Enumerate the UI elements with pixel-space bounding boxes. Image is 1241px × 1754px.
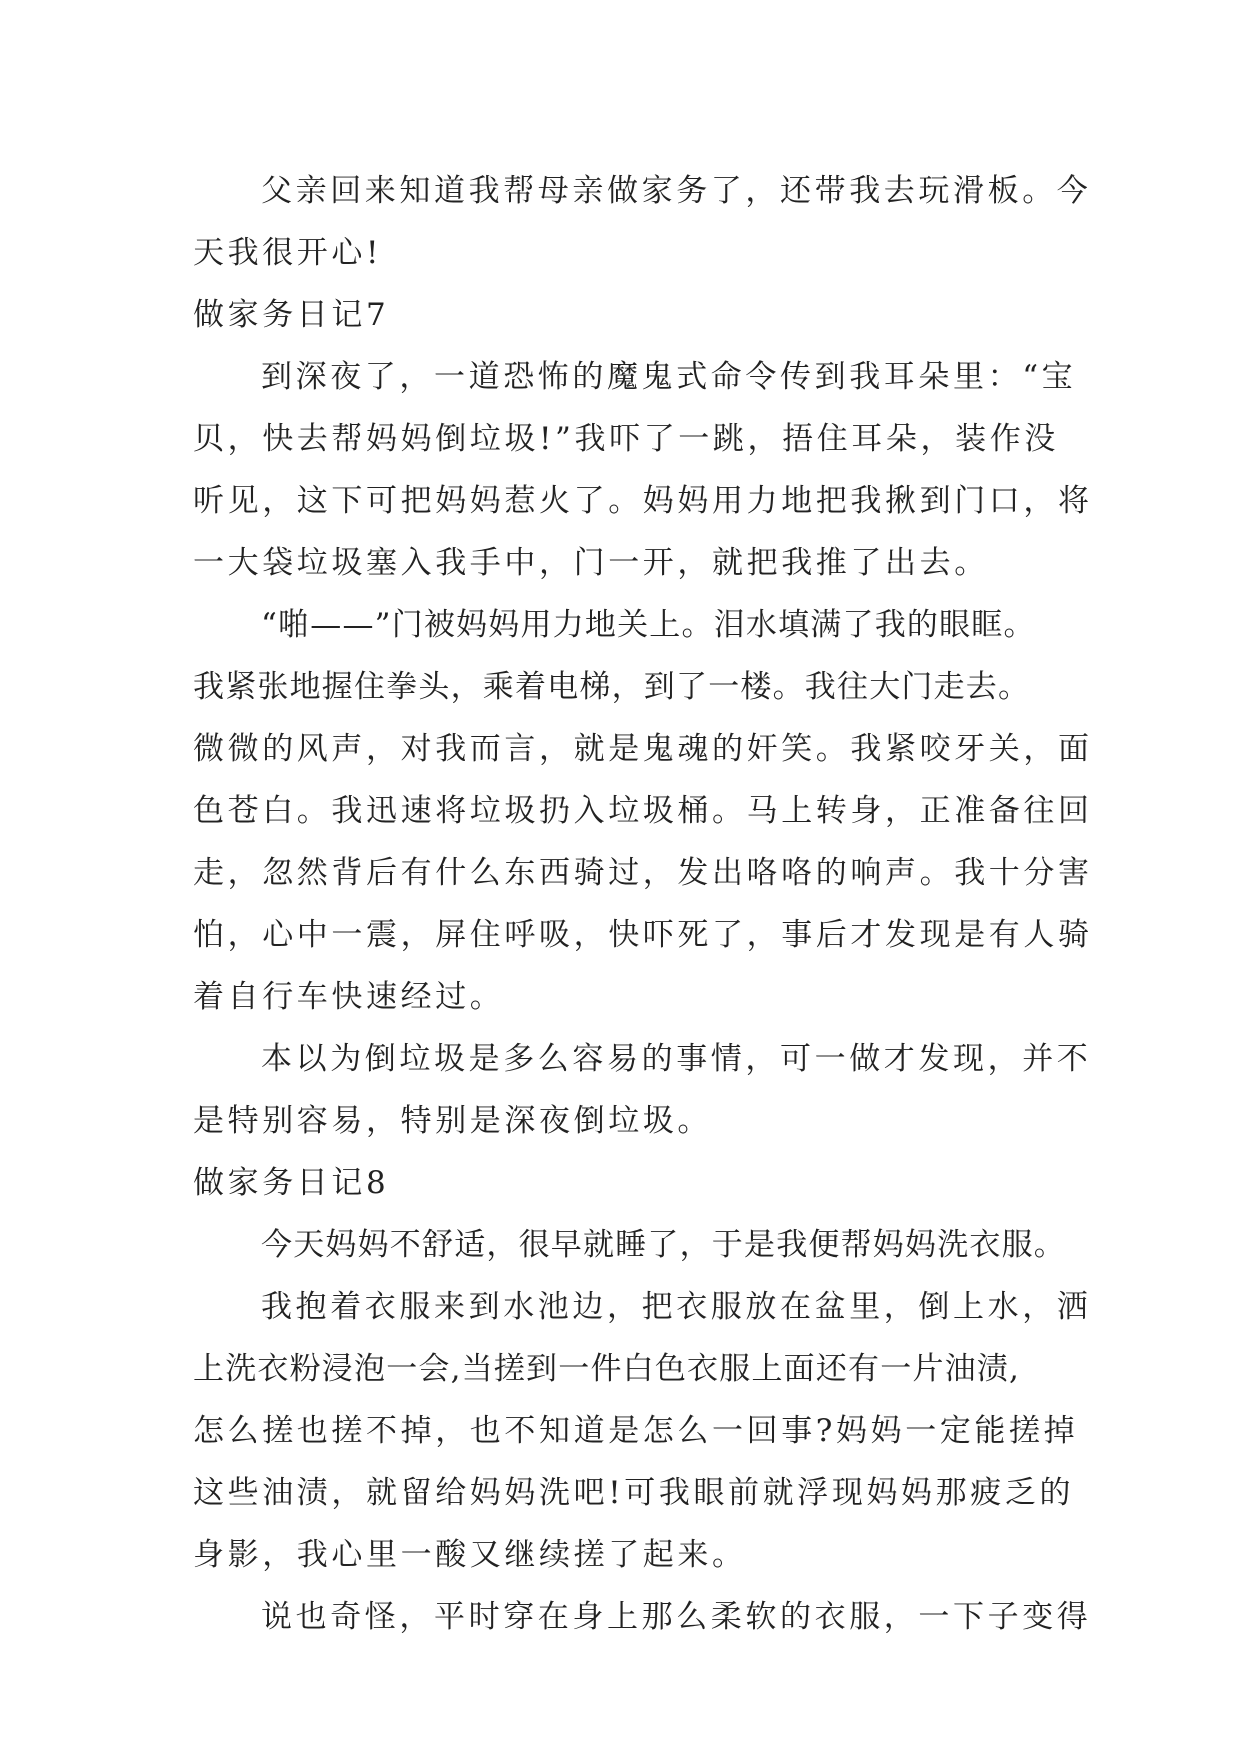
paragraph-line: 本以为倒垃圾是多么容易的事情，可一做才发现，并不 [261,1041,1092,1077]
paragraph-line: 父亲回来知道我帮母亲做家务了，还带我去玩滑板。今 [261,173,1092,209]
paragraph-line: 怕，心中一震，屏住呼吸，快吓死了，事后才发现是有人骑 [193,917,1093,953]
paragraph-line: 我抱着衣服来到水池边，把衣服放在盆里，倒上水，洒 [261,1289,1092,1325]
paragraph-line: 天我很开心! [193,235,383,271]
paragraph-line: 上洗衣粉浸泡一会,当搓到一件白色衣服上面还有一片油渍, [193,1351,1021,1387]
paragraph-line: “啪——”门被妈妈用力地关上。泪水填满了我的眼眶。 [261,607,1036,643]
paragraph-line: 微微的风声，对我而言，就是鬼魂的奸笑。我紧咬牙关，面 [193,731,1093,767]
paragraph-line: 一大袋垃圾塞入我手中，门一开，就把我推了出去。 [193,545,989,581]
paragraph-line: 身影，我心里一酸又继续搓了起来。 [193,1537,747,1573]
paragraph-line: 今天妈妈不舒适，很早就睡了，于是我便帮妈妈洗衣服。 [261,1227,1066,1263]
paragraph-line: 是特别容易，特别是深夜倒垃圾。 [193,1103,712,1139]
paragraph-line: 色苍白。我迅速将垃圾扔入垃圾桶。马上转身，正准备往回 [193,793,1093,829]
paragraph-line: 到深夜了，一道恐怖的魔鬼式命令传到我耳朵里：“宝 [261,359,1077,395]
paragraph-line: 说也奇怪，平时穿在身上那么柔软的衣服，一下子变得 [261,1599,1092,1635]
paragraph-line: 着自行车快速经过。 [193,979,505,1015]
paragraph-line: 怎么搓也搓不掉，也不知道是怎么一回事?妈妈一定能搓掉 [193,1413,1079,1449]
document-page [193,160,1093,1648]
paragraph-line: 我紧张地握住拳头，乘着电梯，到了一楼。我往大门走去。 [193,669,1031,705]
paragraph-line: 这些油渍，就留给妈妈洗吧!可我眼前就浮现妈妈那疲乏的 [193,1475,1075,1511]
paragraph-line: 贝，快去帮妈妈倒垃圾!”我吓了一跳，捂住耳朵，装作没 [193,421,1059,457]
section-heading: 做家务日记7 [193,297,390,333]
paragraph-line: 听见，这下可把妈妈惹火了。妈妈用力地把我揪到门口，将 [193,483,1093,519]
section-heading: 做家务日记8 [193,1165,390,1201]
paragraph-line: 走，忽然背后有什么东西骑过，发出咯咯的响声。我十分害 [193,855,1093,891]
